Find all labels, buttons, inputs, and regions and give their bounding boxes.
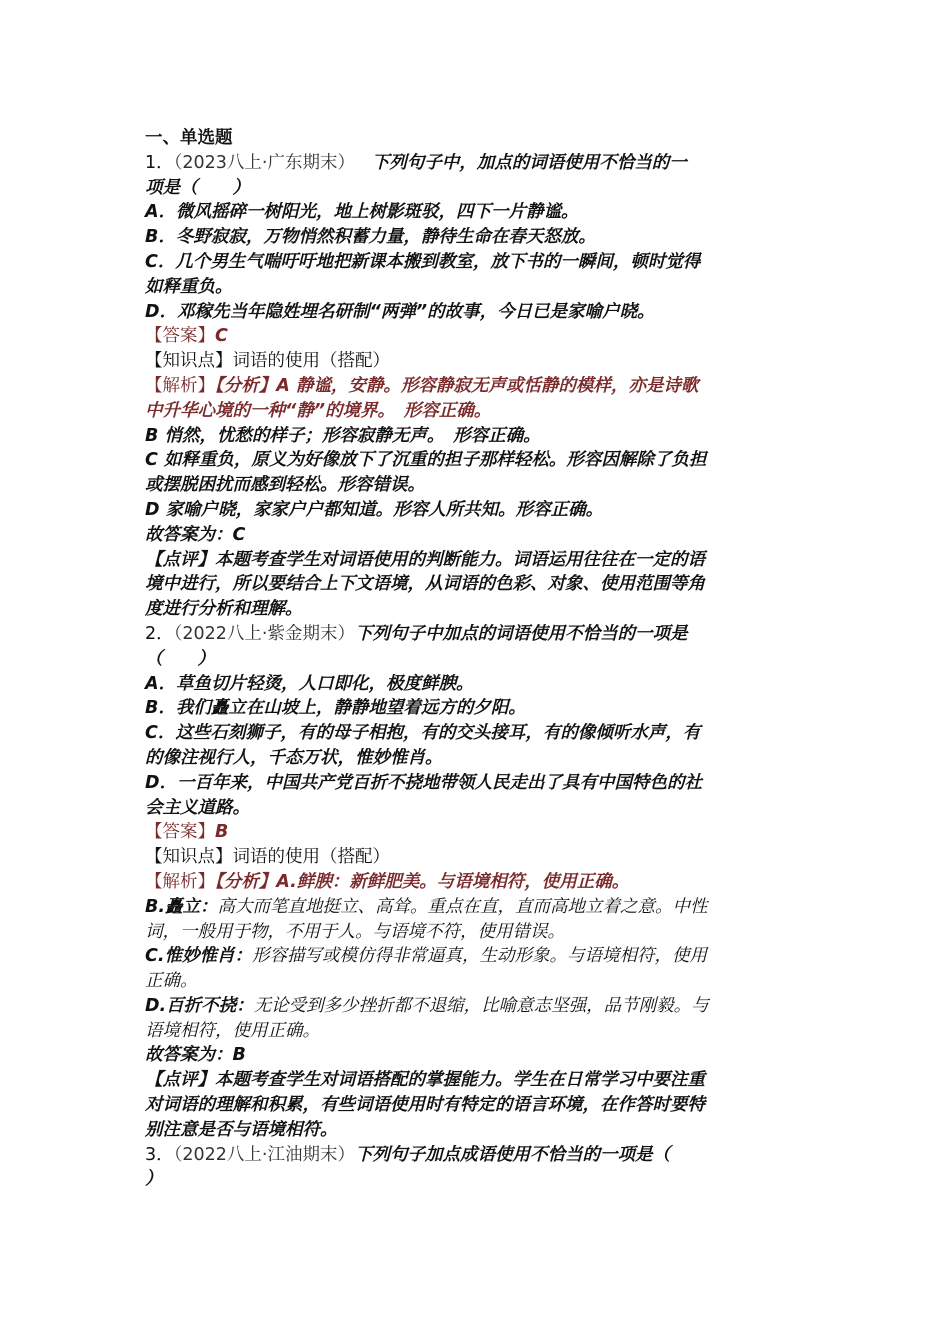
- q2-option-c-line-1: C．这些石刻狮子，有的母子相抱，有的交头接耳，有的像倾听水声，有: [145, 723, 701, 744]
- q2-analysis-b-line-2: 词，一般用于物，不用于人。与语境不符，使用错误。: [145, 921, 565, 942]
- knowledge-label: 【知识点】: [145, 351, 233, 372]
- q2-conclusion: 故答案为：B: [145, 1045, 246, 1066]
- analysis-text: 【分析】A 静谧，安静。形容静寂无声或恬静的模样，亦是诗歌: [215, 375, 699, 396]
- q1-stem-line-1: [145, 151, 805, 176]
- q2-stem: 下列句子中加点的词语使用不恰当的一项是: [355, 623, 688, 644]
- q1-answer: [145, 324, 805, 349]
- analysis-label: 【解析】: [145, 871, 215, 892]
- q1-source: （2023八上·广东期末）: [173, 152, 355, 173]
- q3-stem-line-2: ）: [145, 1169, 163, 1190]
- section-title: 一、单选题: [145, 128, 233, 148]
- q2-comment-line-2: 对词语的理解和积累，有些词语使用时有特定的语言环境，在作答时要特: [145, 1095, 705, 1116]
- q1-analysis-line-5: 或摆脱困扰而感到轻松。形容错误。: [145, 475, 425, 496]
- document-content: [145, 126, 805, 1192]
- q1-option-c-line-2: 如释重负。: [145, 276, 233, 297]
- q1-stem: 下列句子中，加点的词语使用不恰当的一: [371, 152, 687, 173]
- answer-value: B: [215, 822, 229, 843]
- term-head: C.惟妙惟肖：: [145, 946, 252, 967]
- answer-value: C: [215, 326, 228, 347]
- q2-option-d-line-2: 会主义道路。: [145, 797, 250, 818]
- q1-knowledge-point: [145, 349, 805, 374]
- q3-source: （2022八上·江油期末）: [173, 1144, 355, 1165]
- knowledge-value: 词语的使用（搭配）: [232, 847, 390, 868]
- q1-analysis-line-3: B 悄然，忧愁的样子；形容寂静无声。 形容正确。: [145, 425, 541, 446]
- term-head: D.百折不挠：: [145, 995, 254, 1016]
- q2-comment-line-1: 【点评】本题考查学生对词语搭配的掌握能力。学生在日常学习中要注重: [145, 1070, 705, 1091]
- q1-comment-line-2: 境中进行，所以要结合上下文语境，从词语的色彩、对象、使用范围等角: [145, 574, 705, 595]
- term-text: 形容描写或模仿得非常逼真，生动形象。与语境相符，使用: [252, 946, 707, 967]
- q1-conclusion: 故答案为：C: [145, 524, 246, 545]
- q3-number: 3．: [145, 1144, 174, 1165]
- q2-answer: [145, 820, 805, 845]
- q2-analysis-b-line-1: [145, 895, 805, 920]
- q1-stem-line-2: 项是（ ）: [145, 177, 250, 198]
- q2-option-b: B．我们矗立在山坡上，静静地望着远方的夕阳。: [145, 698, 526, 719]
- q1-analysis-line-2: 中升华心境的一种“静”的境界。 形容正确。: [145, 400, 492, 421]
- q2-analysis-line-1: [145, 870, 805, 895]
- term-text: 无论受到多少挫折都不退缩，比喻意志坚强，品节刚毅。与: [253, 995, 709, 1016]
- q2-analysis-d-line-1: [145, 994, 805, 1019]
- q2-analysis-c-line-2: 正确。: [145, 971, 198, 992]
- q2-analysis-d-line-2: 语境相符，使用正确。: [145, 1020, 320, 1041]
- q1-option-b: B．冬野寂寂，万物悄然积蓄力量，静待生命在春天怒放。: [145, 227, 596, 248]
- knowledge-value: 词语的使用（搭配）: [232, 351, 390, 372]
- q2-option-a: A．草鱼切片轻烫，人口即化，极度鲜腴。: [145, 673, 474, 694]
- q2-source: （2022八上·紫金期末）: [173, 623, 355, 644]
- q2-knowledge-point: [145, 845, 805, 870]
- q1-comment-line-3: 度进行分析和理解。: [145, 599, 303, 620]
- analysis-label: 【解析】: [145, 375, 215, 396]
- q2-stem-line-1: [145, 622, 805, 647]
- q2-comment-line-3: 别注意是否与语境相符。: [145, 1119, 338, 1140]
- q2-stem-line-2: （ ）: [145, 648, 215, 669]
- answer-label: 【答案】: [145, 822, 215, 843]
- q1-option-c-line-1: C．几个男生气喘吁吁地把新课本搬到教室，放下书的一瞬间，顿时觉得: [145, 251, 701, 272]
- q1-comment-line-1: 【点评】本题考查学生对词语使用的判断能力。词语运用往往在一定的语: [145, 549, 705, 570]
- q1-analysis-line-6: D 家喻户晓，家家户户都知道。形容人所共知。形容正确。: [145, 499, 604, 520]
- knowledge-label: 【知识点】: [145, 847, 233, 868]
- q3-stem-line-1: [145, 1143, 805, 1168]
- q1-option-a: A．微风摇碎一树阳光，地上树影斑驳，四下一片静谧。: [145, 202, 579, 223]
- term-text: 高大而笔直地挺立、高耸。重点在直，直而高地立着之意。中性: [217, 896, 708, 917]
- q1-analysis-line-1: [145, 374, 805, 399]
- q2-option-d-line-1: D．一百年来，中国共产党百折不挠地带领人民走出了具有中国特色的社: [145, 772, 703, 793]
- q2-option-c-line-2: 的像注视行人，千态万状，惟妙惟肖。: [145, 747, 443, 768]
- answer-label: 【答案】: [145, 326, 215, 347]
- q2-analysis-c-line-1: [145, 944, 805, 969]
- term-head: B.矗立：: [145, 896, 218, 917]
- q2-number: 2．: [145, 623, 174, 644]
- q1-option-d: D．邓稼先当年隐姓埋名研制“两弹”的故事，今日已是家喻户晓。: [145, 301, 655, 322]
- q3-stem: 下列句子加点成语使用不恰当的一项是（: [355, 1144, 670, 1165]
- analysis-text: 【分析】A.鲜腴：新鲜肥美。与语境相符，使用正确。: [215, 871, 630, 892]
- q1-analysis-line-4: C 如释重负，原义为好像放下了沉重的担子那样轻松。形容因解除了负担: [145, 450, 707, 471]
- q1-number: 1．: [145, 152, 174, 173]
